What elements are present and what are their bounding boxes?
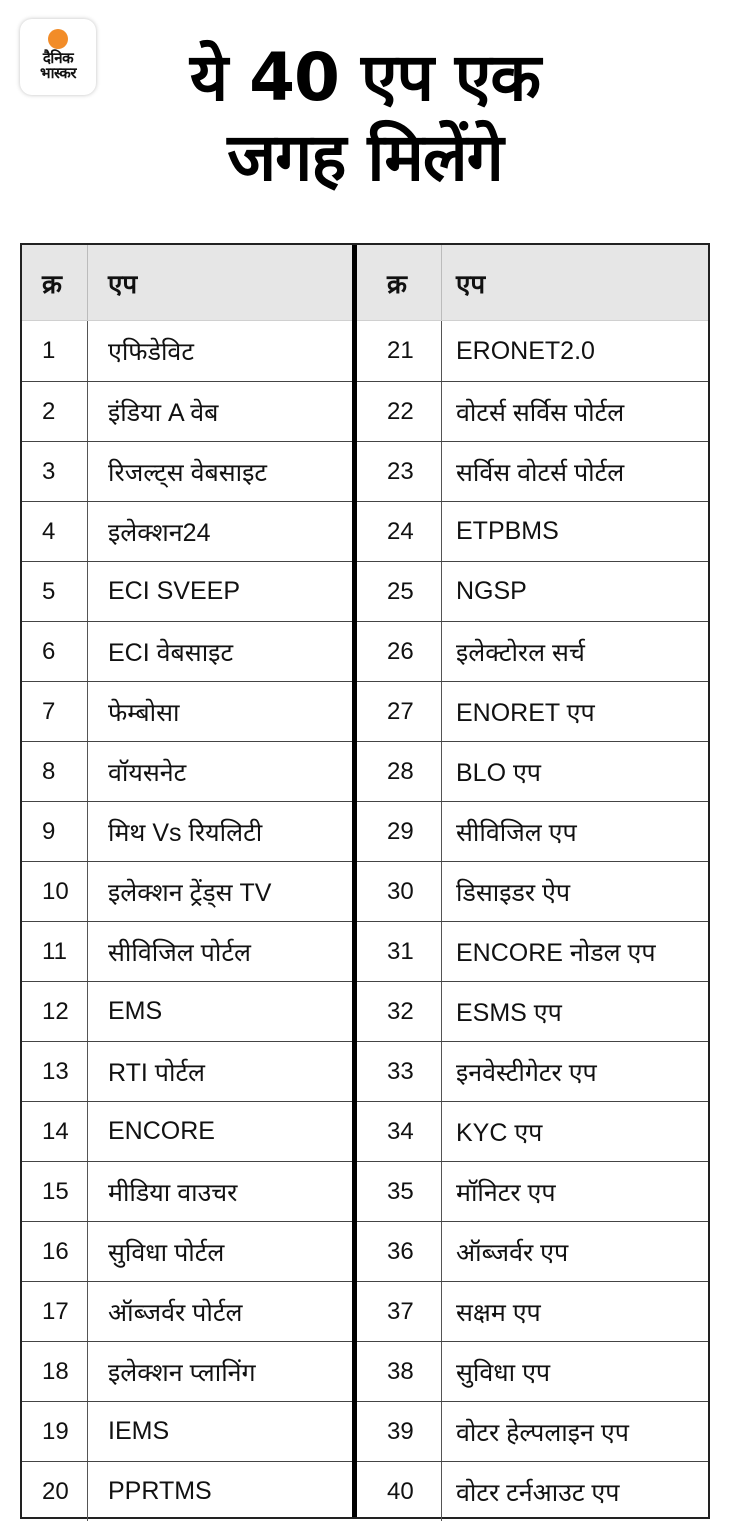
app-name: ENORET एप bbox=[456, 698, 595, 727]
table-header bbox=[357, 245, 708, 321]
app-name: सुविधा एप bbox=[456, 1358, 551, 1387]
app-name: सक्षम एप bbox=[456, 1298, 541, 1327]
app-name: रिजल्ट्स वेबसाइट bbox=[108, 458, 268, 487]
row-number: 27 bbox=[357, 682, 442, 741]
table-row bbox=[357, 1101, 708, 1161]
table-row bbox=[357, 1461, 708, 1521]
table-row bbox=[22, 1281, 353, 1341]
row-number: 3 bbox=[22, 442, 88, 501]
table-row bbox=[357, 321, 708, 381]
row-number: 22 bbox=[357, 382, 442, 441]
table-row bbox=[22, 801, 353, 861]
table-header bbox=[22, 245, 353, 321]
row-number: 30 bbox=[357, 862, 442, 921]
table-row bbox=[357, 441, 708, 501]
row-number: 37 bbox=[357, 1282, 442, 1341]
row-number: 1 bbox=[22, 321, 88, 381]
title-line2: जगह मिलेंगे bbox=[227, 119, 503, 196]
table-row bbox=[22, 1341, 353, 1401]
app-name: सीविजिल एप bbox=[456, 818, 577, 847]
app-name: ऑब्जर्वर एप bbox=[456, 1238, 569, 1267]
app-name: ECI वेबसाइट bbox=[108, 638, 234, 667]
app-name: वोटर टर्नआउट एप bbox=[456, 1478, 620, 1507]
app-name: इलेक्शन24 bbox=[108, 518, 211, 547]
app-name: ऑब्जर्वर पोर्टल bbox=[108, 1298, 243, 1327]
table-row bbox=[22, 1041, 353, 1101]
row-number: 13 bbox=[22, 1042, 88, 1101]
table-row bbox=[357, 381, 708, 441]
row-number: 12 bbox=[22, 982, 88, 1041]
row-number: 17 bbox=[22, 1282, 88, 1341]
app-name: EMS bbox=[108, 997, 163, 1025]
table-row bbox=[22, 381, 353, 441]
row-number: 36 bbox=[357, 1222, 442, 1281]
app-name: सुविधा पोर्टल bbox=[108, 1238, 225, 1267]
table-row bbox=[22, 1461, 353, 1521]
row-number: 8 bbox=[22, 742, 88, 801]
table-row bbox=[357, 1281, 708, 1341]
table-row bbox=[357, 1041, 708, 1101]
app-name: ESMS एप bbox=[456, 998, 562, 1027]
app-name: सीविजिल पोर्टल bbox=[108, 938, 251, 967]
table-row bbox=[22, 321, 353, 381]
table-row bbox=[357, 501, 708, 561]
app-name: इंडिया A वेब bbox=[108, 398, 219, 427]
app-name: KYC एप bbox=[456, 1118, 543, 1147]
row-number: 29 bbox=[357, 802, 442, 861]
app-name: इलेक्टोरल सर्च bbox=[456, 638, 585, 667]
row-number: 10 bbox=[22, 862, 88, 921]
table-row bbox=[22, 501, 353, 561]
app-name: इलेक्शन प्लानिंग bbox=[108, 1358, 256, 1387]
apps-table bbox=[20, 243, 710, 1519]
app-name: RTI पोर्टल bbox=[108, 1058, 205, 1087]
table-row bbox=[22, 441, 353, 501]
app-name: वॉयसनेट bbox=[108, 758, 187, 787]
table-row bbox=[22, 681, 353, 741]
row-number: 20 bbox=[22, 1462, 88, 1521]
table-row bbox=[22, 1221, 353, 1281]
row-number: 18 bbox=[22, 1342, 88, 1401]
row-number: 34 bbox=[357, 1102, 442, 1161]
table-row bbox=[357, 1341, 708, 1401]
row-number: 6 bbox=[22, 622, 88, 681]
table-row bbox=[22, 1101, 353, 1161]
app-name: PPRTMS bbox=[108, 1477, 212, 1505]
title-line1: ये 40 एप एक bbox=[189, 39, 541, 116]
table-row bbox=[22, 741, 353, 801]
app-name: एफिडेविट bbox=[108, 338, 194, 366]
table-right-column bbox=[357, 245, 708, 1517]
table-row bbox=[22, 621, 353, 681]
row-number: 32 bbox=[357, 982, 442, 1041]
dainik-bhaskar-logo bbox=[20, 19, 96, 95]
row-number: 24 bbox=[357, 502, 442, 561]
app-name: डिसाइडर ऐप bbox=[456, 878, 571, 907]
row-number: 11 bbox=[22, 922, 88, 981]
row-number: 28 bbox=[357, 742, 442, 801]
row-number: 35 bbox=[357, 1162, 442, 1221]
table-row bbox=[357, 561, 708, 621]
row-number: 15 bbox=[22, 1162, 88, 1221]
app-name: मॉनिटर एप bbox=[456, 1178, 556, 1207]
table-row bbox=[357, 861, 708, 921]
table-row bbox=[357, 1401, 708, 1461]
row-number: 39 bbox=[357, 1402, 442, 1461]
row-number: 7 bbox=[22, 682, 88, 741]
table-row bbox=[22, 1401, 353, 1461]
table-left-column bbox=[22, 245, 353, 1517]
app-name: वोटर्स सर्विस पोर्टल bbox=[456, 398, 625, 427]
row-number: 5 bbox=[22, 562, 88, 621]
table-row bbox=[357, 921, 708, 981]
app-name: ENCORE नोडल एप bbox=[456, 938, 656, 967]
row-number: 14 bbox=[22, 1102, 88, 1161]
app-name: ECI SVEEP bbox=[108, 577, 240, 605]
header-number: क्र bbox=[22, 245, 88, 320]
table-row bbox=[22, 921, 353, 981]
row-number: 26 bbox=[357, 622, 442, 681]
app-name: BLO एप bbox=[456, 758, 541, 787]
sun-icon bbox=[48, 29, 68, 49]
row-number: 21 bbox=[357, 321, 442, 381]
row-number: 4 bbox=[22, 502, 88, 561]
logo-text-line2: भास्कर bbox=[40, 64, 76, 82]
app-name: सर्विस वोटर्स पोर्टल bbox=[456, 458, 625, 487]
app-name: NGSP bbox=[456, 577, 527, 605]
table-row bbox=[357, 1221, 708, 1281]
table-row bbox=[22, 561, 353, 621]
header-app: एप bbox=[456, 269, 486, 300]
app-name: फेम्बोसा bbox=[108, 698, 180, 727]
row-number: 23 bbox=[357, 442, 442, 501]
page-title bbox=[100, 38, 630, 198]
row-number: 33 bbox=[357, 1042, 442, 1101]
row-number: 2 bbox=[22, 382, 88, 441]
table-row bbox=[22, 1161, 353, 1221]
app-name: मीडिया वाउचर bbox=[108, 1178, 238, 1207]
table-row bbox=[22, 861, 353, 921]
table-row bbox=[22, 981, 353, 1041]
app-name: इलेक्शन ट्रेंड्स TV bbox=[108, 878, 272, 907]
app-name: ETPBMS bbox=[456, 517, 559, 545]
app-name: मिथ Vs रियलिटी bbox=[108, 818, 263, 847]
row-number: 31 bbox=[357, 922, 442, 981]
app-name: ENCORE bbox=[108, 1117, 215, 1145]
row-number: 9 bbox=[22, 802, 88, 861]
row-number: 40 bbox=[357, 1462, 442, 1521]
header-number: क्र bbox=[357, 245, 442, 320]
row-number: 38 bbox=[357, 1342, 442, 1401]
app-name: IEMS bbox=[108, 1417, 170, 1445]
table-row bbox=[357, 1161, 708, 1221]
app-name: वोटर हेल्पलाइन एप bbox=[456, 1418, 629, 1447]
table-row bbox=[357, 981, 708, 1041]
app-name: ERONET2.0 bbox=[456, 336, 595, 365]
table-row bbox=[357, 801, 708, 861]
table-row bbox=[357, 741, 708, 801]
table-row bbox=[357, 681, 708, 741]
header-app: एप bbox=[108, 269, 138, 300]
app-name: इनवेस्टीगेटर एप bbox=[456, 1058, 597, 1087]
table-row bbox=[357, 621, 708, 681]
row-number: 25 bbox=[357, 562, 442, 621]
logo-text-line1: दैनिक bbox=[42, 49, 74, 67]
row-number: 16 bbox=[22, 1222, 88, 1281]
row-number: 19 bbox=[22, 1402, 88, 1461]
